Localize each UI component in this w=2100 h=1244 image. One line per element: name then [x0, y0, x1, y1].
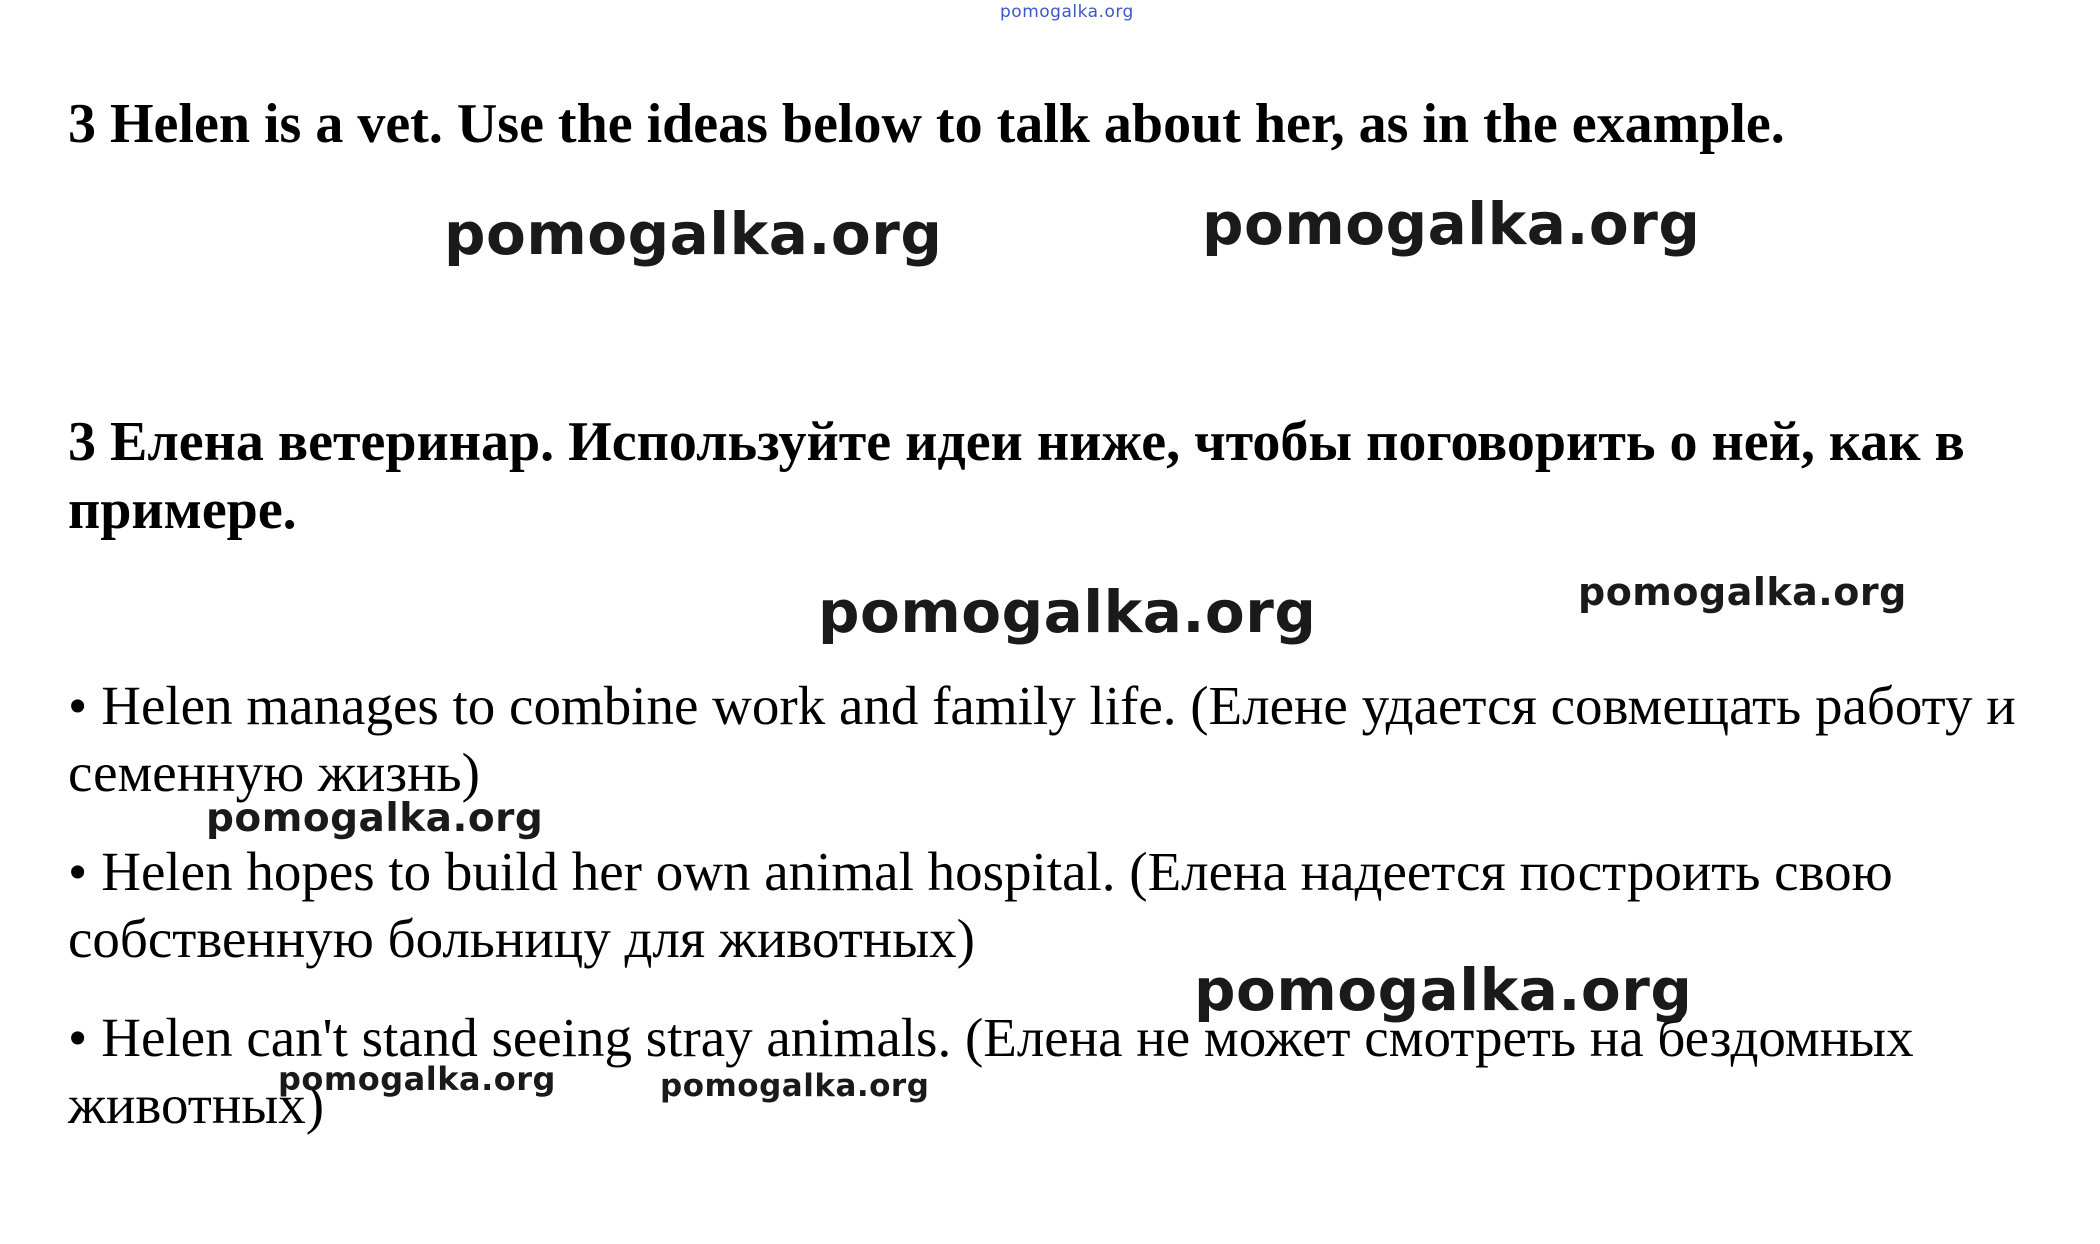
list-item-text: Helen manages to combine work and family life. (Елене удается совмещать работу и семенную жизнь) — [68, 675, 2016, 803]
task-heading-russian: 3 Елена ветеринар. Используйте идеи ниже, чтобы поговорить о ней, как в примере. — [68, 411, 1965, 541]
watermark: pomogalka.org — [444, 200, 943, 268]
watermark-top: pomogalka.org — [1000, 2, 1134, 22]
watermark: pomogalka.org — [660, 1068, 930, 1104]
watermark: pomogalka.org — [1202, 190, 1701, 258]
list-item-text: Helen hopes to build her own animal hospital. (Елена надеется построить свою собственную больницу для животных) — [68, 841, 1893, 969]
list-item-text: Helen can't stand seeing stray animals. (Елена не может смотреть на бездомных животных) — [68, 1007, 1914, 1135]
list-item — [68, 838, 2058, 972]
list-item — [68, 672, 2058, 806]
watermark: pomogalka.org — [278, 1060, 556, 1098]
bullet-icon: • — [68, 841, 88, 902]
bullet-icon: • — [68, 675, 88, 736]
watermark: pomogalka.org — [206, 796, 544, 841]
watermark: pomogalka.org — [1194, 956, 1693, 1024]
task-heading-english: 3 Helen is a vet. Use the ideas below to talk about her, as in the example. — [68, 93, 1785, 155]
watermark: pomogalka.org — [818, 578, 1317, 646]
watermark: pomogalka.org — [1578, 570, 1907, 614]
bullet-icon: • — [68, 1007, 88, 1068]
